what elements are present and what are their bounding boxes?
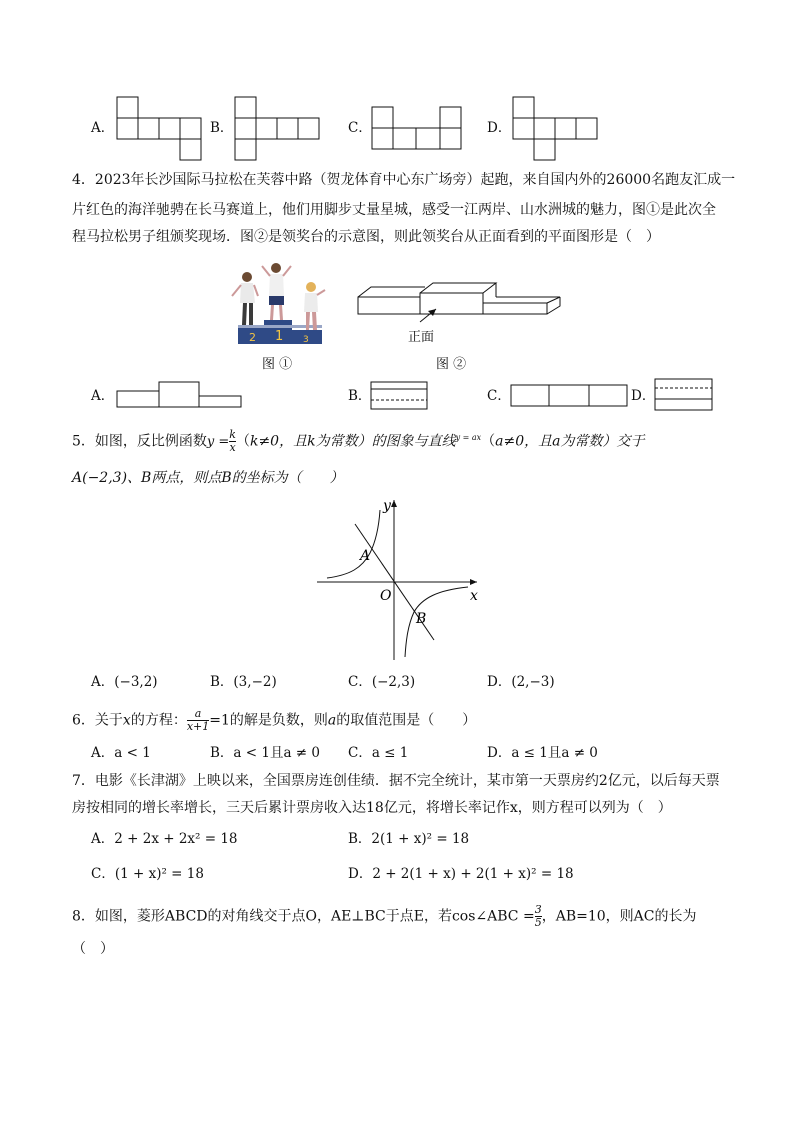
q4-text-line-3: 程马拉松男子组颁奖现场．图②是领奖台的示意图，则此领奖台从正面看到的平面图形是（ ） bbox=[72, 229, 660, 245]
q4-option-d-label: D． bbox=[631, 388, 656, 404]
q7-option-b: B．2(1 + x)² = 18 bbox=[348, 831, 470, 847]
q4-front-label: 正面 bbox=[408, 330, 435, 345]
q6-option-d: D．a ≤ 1且a ≠ 0 bbox=[487, 745, 598, 761]
podium-number-3: 3 bbox=[303, 335, 309, 345]
q3-option-d-label: D． bbox=[487, 120, 512, 136]
q7-option-d: D．2 + 2(1 + x) + 2(1 + x)² = 18 bbox=[348, 866, 574, 882]
q6-option-a: A．a < 1 bbox=[91, 745, 151, 761]
q7-text-line-2: 房按相同的增长率增长，三天后累计票房收入达18亿元，将增长率记作x，则方程可以列为（ ） bbox=[72, 800, 672, 816]
q4-figure-1-caption: 图 ① bbox=[262, 357, 293, 372]
q4-text-line-1: 4．2023年长沙国际马拉松在芙蓉中路（贺龙体育中心东广场旁）起跑，来自国内外的26000名跑友汇成一 bbox=[72, 172, 736, 188]
q5-option-c: C．(−2,3) bbox=[348, 674, 416, 690]
q5-option-d: D．(2,−3) bbox=[487, 674, 555, 690]
q3-option-a-label: A． bbox=[91, 120, 115, 136]
q8-fraction-3-over-5: $\frac{3}{5}$ bbox=[534, 903, 542, 929]
q7-option-c: C．(1 + x)² = 18 bbox=[91, 866, 204, 882]
q5-origin-label: O bbox=[380, 588, 392, 604]
podium-number-2: 2 bbox=[249, 331, 256, 344]
q5-text-line-2: A(−2,3)、B两点，则点B的坐标为（ ） bbox=[72, 470, 344, 486]
q4-option-c-label: C． bbox=[487, 388, 511, 404]
q5-fraction-k-over-x: $\frac{k}{x}$ bbox=[229, 428, 236, 455]
q3-option-b-label: B． bbox=[210, 120, 234, 136]
q7-text-line-1: 7．电影《长津湖》上映以来，全国票房连创佳绩．据不完全统计，某市第一天票房约2亿元，以后每天票 bbox=[72, 773, 720, 789]
q3-option-c-label: C． bbox=[348, 120, 372, 136]
q8-text-line-2: （ ） bbox=[72, 941, 114, 957]
q6-text: 6．关于x的方程： $\frac{a}{x+1}$ =1的解是负数，则a的取值范围是（ ） bbox=[72, 707, 477, 733]
q4-option-b-label: B． bbox=[348, 388, 372, 404]
q5-point-a-label: A bbox=[360, 548, 371, 564]
q4-text-line-2: 片红色的海洋驰骋在长马赛道上，他们用脚步丈量星城，感受一江两岸、山水洲城的魅力，图①是此次全 bbox=[72, 202, 716, 218]
q5-axis-y-label: y bbox=[383, 498, 391, 514]
q5-text-line-1: 5．如图，反比例函数y = $\frac{k}{x}$ （k≠0，且k为常数）的图象与直线$^{y = ax}$（a≠0，且a为常数）交于 bbox=[72, 428, 645, 455]
q5-axis-x-label: x bbox=[470, 588, 478, 604]
q5-option-b: B．(3,−2) bbox=[210, 674, 277, 690]
q4-option-a-label: A． bbox=[91, 388, 115, 404]
podium-number-1: 1 bbox=[275, 329, 284, 344]
q5-option-a: A．(−3,2) bbox=[91, 674, 158, 690]
q4-figure-2-caption: 图 ② bbox=[436, 357, 467, 372]
q7-option-a: A．2 + 2x + 2x² = 18 bbox=[91, 831, 238, 847]
q5-point-b-label: B bbox=[416, 611, 427, 627]
q6-fraction-a-over-x-plus-1: $\frac{a}{x+1}$ bbox=[186, 707, 210, 733]
q6-option-b: B．a < 1且a ≠ 0 bbox=[210, 745, 320, 761]
q8-text-line-1: 8．如图，菱形ABCD的对角线交于点O，AE⊥BC于点E，若cos∠ABC = $\frac{3}{5}$ ，AB=10，则AC的长为 bbox=[72, 903, 697, 929]
q6-option-c: C．a ≤ 1 bbox=[348, 745, 409, 761]
